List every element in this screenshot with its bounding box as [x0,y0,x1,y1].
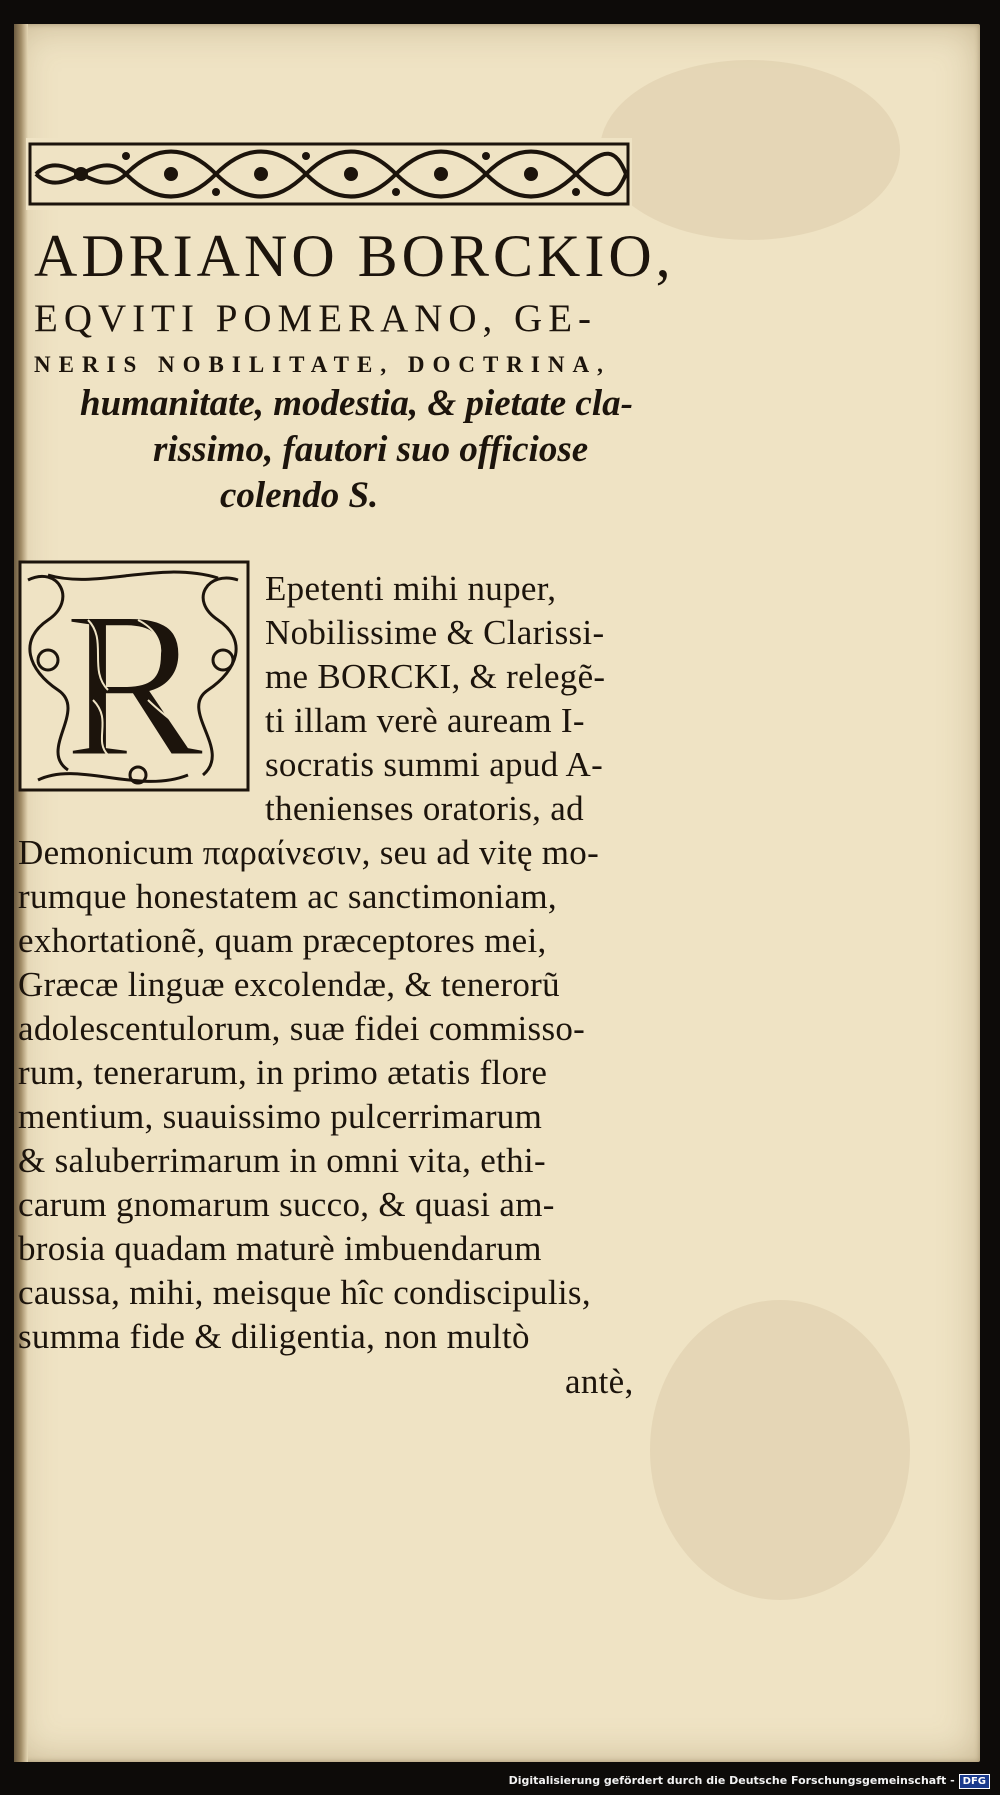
dedication-title-line: NERIS NOBILITATE, DOCTRINA, [34,352,611,377]
digitization-credit [509,1774,990,1789]
text-line: rum, tenerarum, in primo ætatis flore [18,1053,548,1092]
text-line: & saluberrimarum in omni vita, ethi- [18,1141,546,1180]
text-line: caussa, mihi, meisque hîc condiscipulis, [18,1273,591,1312]
text-line: ti illam verè auream I- [265,701,585,740]
dedication-italic-line: colendo S. [220,475,379,516]
text-line: Demonicum παραίνεσιν, seu ad vitę mo- [18,833,600,872]
text-line: brosia quadam maturè imbuendarum [18,1229,542,1268]
text-line: thenienses oratoris, ad [265,789,584,828]
text-line: adolescentulorum, suæ fidei commisso- [18,1009,586,1048]
text-line: me BORCKI, & relegẽ- [265,657,606,696]
text-line: summa fide & diligentia, non multò [18,1317,530,1356]
dfg-logo: DFG [959,1774,990,1789]
catchword: antè, [565,1362,634,1401]
decorated-initial-r [18,560,250,792]
text-line: rumque honestatem ac sanctimoniam, [18,877,557,916]
ornamental-headpiece [26,138,632,210]
text-line: Epetenti mihi nuper, [265,569,557,608]
text-line: socratis summi apud A- [265,745,604,784]
dedication-title-line: EQVITI POMERANO, GE- [34,297,598,340]
paper-stain [650,1300,910,1600]
text-line: Nobilissime & Clarissi- [265,613,605,652]
paper-stain [600,60,900,240]
text-line: Græcæ linguæ excolendæ, & tenerorũ [18,965,560,1004]
credit-text: Digitalisierung gefördert durch die Deutsche Forschungsgemeinschaft - [508,1774,955,1787]
dedication-name: ADRIANO BORCKIO, [34,223,675,289]
dedication-italic-line: humanitate, modestia, & pietate cla- [80,383,633,424]
dedication-italic-line: rissimo, fautori suo officiose [153,429,589,470]
text-line: carum gnomarum succo, & quasi am- [18,1185,555,1224]
text-line: exhortationẽ, quam præceptores mei, [18,921,547,960]
initial-letter: R [63,569,205,792]
text-line: mentium, suauissimo pulcerrimarum [18,1097,543,1136]
